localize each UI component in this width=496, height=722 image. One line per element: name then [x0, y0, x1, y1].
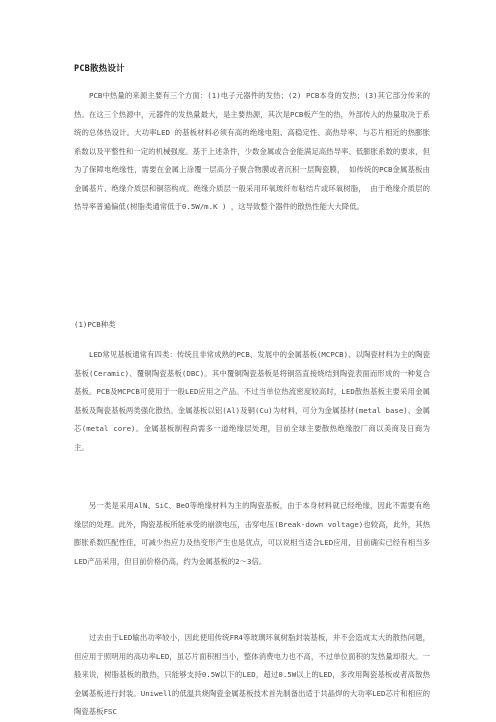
paragraph-substrate-types: LED常见基板通常有四类：传统且非常成熟的PCB、发展中的金属基板(MCPCB)、以陶瓷材料为主的陶瓷基板(Ceramic)、覆铜陶瓷基板(DBC)。其中覆铜陶瓷基板是将铜箔直接烧结到陶瓷表面而形成的一种复合基板。PCB及MCPCB可使用于一般LED应用之产品。不过当单位热流密度较高时，LED散热基板主要采用金属基板及陶瓷基板两类强化散热。金属基板以铝(Al)及铜(Cu)为材料，可分为金属基材(metal base)、金属芯(metal core)。金属基板制程尚需多一道绝缘层处理，目前全球主要散热绝缘胶厂商以美商及日商为主。 [74, 350, 430, 452]
paragraph-intro: PCB中热量的来源主要有三个方面：(1)电子元器件的发热；(2) PCB本身的发热；(3)其它部分传来的热。在这三个热源中，元器件的发热量最大，是主要热源，其次是PCB板产生的热，外部传入的热量取决于系统的总体热设计。大功率LED 的基板材料必须有高的绝缘电阻、高稳定性、高热导率、与芯片相近的热膨胀系数以及平整性和一定的机械强度。基于上述条件，少数金属或合金能满足高热导率、低膨胀系数的要求，但为了保障电绝缘性，需要在金属上涂覆一层高分子聚合物膜或者沉积一层陶瓷膜， 如传统的PCB金属基板由金属基片、绝缘介质层和铜箔构成。绝缘介质层一般采用环氧玻纤布粘结片或环氧树脂， 由于绝缘介质层的热导率普遍偏低(树脂类通常低于0.5W/m.K ) ，这导致整个器件的散热性能大大降低。 [74, 91, 430, 211]
paragraph-ceramic-substrate: 另一类是采用AlN、SiC、BeO等绝缘材料为主的陶瓷基板，由于本身材料就已经绝缘，因此不需要有绝缘层的处理。此外，陶瓷基板所能承受的崩溃电压，击穿电压(Break-down voltage)也较高，此外，其热膨胀系数匹配性佳，可减少热应力及热变形产生也是优点，可以说相当适合LED应用，目前确实已经有相当多LED产品采用，但目前价格仍高，约为金属基板的2～3倍。 [74, 501, 430, 566]
section-heading: (1)PCB种类 [74, 320, 116, 329]
paragraph-high-power-led: 过去由于LED输出功率较小，因此使用传统FR4等玻璃环氧树脂封装基板，并不会造成太大的散热问题，但应用于照明用的高功率LED，虽芯片面积相当小，整体消费电力也不高，不过单位面积的发热量却很大。一般来说，树脂基板的散热，只能够支持0.5W以下的LED，超过0.5W以上的LED，多改用陶瓷基板或者高散热金属基板进行封装。Uniwell的低温共烧陶瓷金属基板技术首先制备出适于共晶焊的大功率LED芯片和相应的陶瓷基板FSC [74, 633, 430, 716]
document-title: PCB散热设计 [74, 64, 125, 74]
